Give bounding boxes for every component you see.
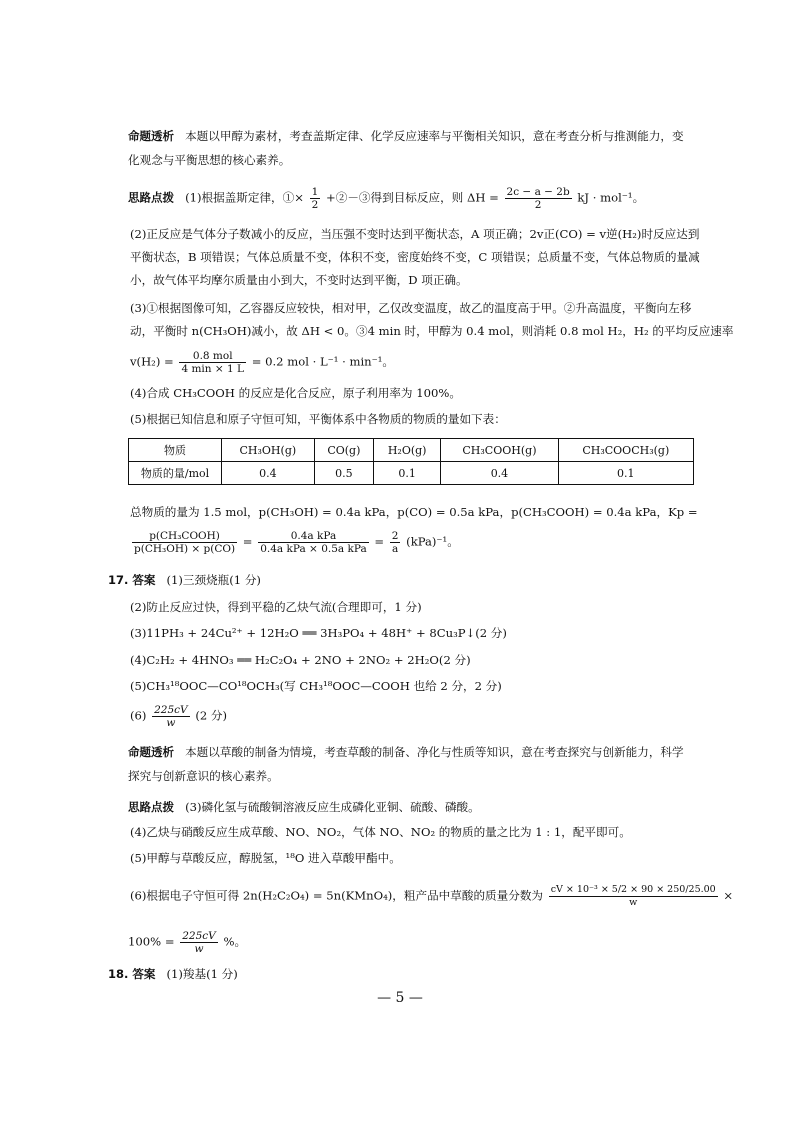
- q17-answer-3: (3)11PH₃ + 24Cu²⁺ + 12H₂O ══ 3H₃PO₄ + 48H⁺ + 8Cu₃P↓(2 分): [130, 626, 507, 640]
- q16-p3-line2: 动，平衡时 n(CH₃OH)减小，故 ΔH < 0。③4 min 时，甲醇为 0.4 mol，则消耗 0.8 mol H₂，H₂ 的平均反应速率: [130, 324, 734, 338]
- q18-answer-label: 18. 答案: [108, 967, 156, 981]
- q17-hint-7-text: 100% =: [128, 934, 175, 949]
- q17-answer-2: (2)防止反应过快，得到平稳的乙炔气流(合理即可，1 分): [130, 600, 422, 614]
- q17-hint-4: (4)乙炔与硝酸反应生成草酸、NO、NO₂，气体 NO、NO₂ 的物质的量之比为 1 : 1，配平即可。: [130, 825, 631, 839]
- q16-p3-line1: (3)①根据图像可知，乙容器反应较快，相对甲，乙仅改变温度，故乙的温度高于甲。②升高温度，平衡向左移: [130, 301, 692, 315]
- q16-analysis-text2: 化观念与平衡思想的核心素养。: [128, 153, 291, 167]
- q16-hint-p1-mid: +②－③得到目标反应，则 ΔH =: [326, 190, 499, 205]
- q18-answer-line: [108, 966, 674, 982]
- q16-p3-rate-label: v(H₂) =: [130, 354, 174, 369]
- q17-answer-4: (4)C₂H₂ + 4HNO₃ ══ H₂C₂O₄ + 2NO + 2NO₂ + 2H₂O(2 分): [130, 653, 471, 667]
- q17-answer-5: (5)CH₃¹⁸OOC—CO¹⁸OCH₃(写 CH₃¹⁸OOC—COOH 也给 2 分，2 分): [130, 679, 502, 693]
- q17-hint-6-text: (6)根据电子守恒可得 2n(H₂C₂O₄) = 5n(KMnO₄)，粗产品中草酸的质量分数为: [130, 888, 544, 903]
- q16-analysis-line1: [128, 128, 694, 144]
- q17-analysis-text2: 探究与创新意识的核心素养。: [128, 769, 279, 783]
- table-cell: 0.5: [314, 462, 373, 485]
- q17-answer-6: [130, 704, 696, 729]
- q17-hint-6: [130, 884, 734, 909]
- q17-analysis-line1: [128, 744, 694, 760]
- q16-fraction-deltaH: $\frac{2c - a - 2b}{2}$: [506, 186, 570, 211]
- q16-fraction-half: $\frac{1}{2}$: [311, 186, 319, 211]
- q16-fraction-rate: $\frac{\text{0.8 mol}}{4 \min \times 1 L}$: [181, 350, 245, 375]
- q16-fraction-kp3: $\frac{2}{a}$: [391, 530, 399, 555]
- q16-p6-tail: (kPa)⁻¹。: [406, 534, 459, 549]
- q16-hint-line1: [128, 186, 694, 211]
- q16-analysis-text1: 本题以甲醇为素材，考查盖斯定律、化学反应速率与平衡相关知识，意在考查分析与推测能力，变: [185, 129, 684, 143]
- q17-hint-7-percent: %。: [223, 934, 247, 949]
- q16-p3-rate-value: = 0.2 mol · L⁻¹ · min⁻¹。: [251, 354, 395, 369]
- q16-fraction-kp1: $\frac{\text{p(CH₃COOH)}}{\text{p(CH₃OH) × p(CO)}}$: [134, 530, 236, 555]
- table-row: [129, 462, 694, 485]
- q17-fraction-result: $\frac{225cV}{w}$: [182, 930, 216, 955]
- table-cell: 0.1: [374, 462, 441, 485]
- q18-answer-1: (1)羧基(1 分): [166, 967, 238, 981]
- q16-analysis-label: 命题透析: [128, 129, 174, 143]
- q17-answer-1: (1)三颈烧瓶(1 分): [166, 573, 261, 587]
- q17-fraction-answer: $\frac{225cV}{w}$: [154, 704, 188, 729]
- q16-p2-line3: 小，故气体平均摩尔质量由小到大，不变时达到平衡，D 项正确。: [130, 273, 468, 287]
- q17-analysis-label: 命题透析: [128, 745, 174, 759]
- table-header-cell: CO(g): [314, 439, 373, 462]
- table-cell: 物质的量/mol: [129, 462, 222, 485]
- q17-answer-label: 17. 答案: [108, 573, 156, 587]
- q16-p2-line2: 平衡状态，B 项错误；气体总质量不变，体积不变，密度始终不变，C 项错误；总质量不变，气体总物质的量减: [130, 250, 700, 264]
- q17-hint-3: (3)磷化氢与硫酸铜溶液反应生成磷化亚铜、硫酸、磷酸。: [185, 800, 480, 814]
- q16-p3-line3: [130, 350, 696, 375]
- q17-analysis-text1: 本题以草酸的制备为情境，考查草酸的制备、净化与性质等知识，意在考查探究与创新能力，科学: [185, 745, 684, 759]
- equilibrium-table: [128, 438, 694, 485]
- q17-hint-7: [128, 930, 694, 955]
- q17-hint-5: (5)甲醇与草酸反应，醇脱氢，¹⁸O 进入草酸甲酯中。: [130, 851, 401, 865]
- table-header-cell: CH₃COOH(g): [441, 439, 558, 462]
- q17-hint-label: 思路点拨: [128, 800, 174, 814]
- q17-hint-6-times: ×: [723, 888, 734, 903]
- table-header-cell: 物质: [129, 439, 222, 462]
- table-cell: 0.4: [222, 462, 315, 485]
- q16-p4: (4)合成 CH₃COOH 的反应是化合反应，原子利用率为 100%。: [130, 386, 461, 400]
- page-number: — 5 —: [377, 990, 423, 1006]
- q16-hint-p1-unit: kJ · mol⁻¹。: [577, 190, 645, 205]
- q17-answer-6-label: (6): [130, 708, 147, 723]
- q16-p5: (5)根据已知信息和原子守恒可知，平衡体系中各物质的物质的量如下表：: [130, 412, 506, 426]
- q17-fraction-mass: $\frac{\text{cV × 10⁻³ × 5/2 × 90 × 250/25.00}}{w}$: [550, 884, 716, 908]
- q16-hint-label: 思路点拨: [128, 190, 174, 205]
- q17-answer-line: [108, 572, 674, 588]
- q16-fraction-kp2: $\frac{\text{0.4a kPa}}{\text{0.4a kPa × 0.5a kPa}}$: [260, 530, 367, 555]
- table-header-cell: CH₃COOCH₃(g): [558, 439, 693, 462]
- q16-p2-line1: (2)正反应是气体分子数减小的反应，当压强不变时达到平衡状态，A 项正确；2v正(CO) = v逆(H₂)时反应达到: [130, 227, 700, 241]
- q17-answer-6-score: (2 分): [195, 708, 228, 723]
- q16-p6-line2: $\frac{\text{p(CH₃COOH)}}{\text{p(CH₃OH) × p(CO)}}$ = $\frac{\text{0.4a kPa}}{\text{0.4a kPa × 0.5a kPa}}$ = $\frac{2}{a}$ (kPa)⁻¹。: [134, 530, 459, 555]
- q16-hint-p1-text: (1)根据盖斯定律，①×: [185, 190, 304, 205]
- table-row: [129, 439, 694, 462]
- table-cell: 0.1: [558, 462, 693, 485]
- q16-p6-line1: 总物质的量为 1.5 mol，p(CH₃OH) = 0.4a kPa，p(CO) = 0.5a kPa，p(CH₃COOH) = 0.4a kPa，Kp =: [130, 505, 698, 519]
- table-header-cell: H₂O(g): [374, 439, 441, 462]
- table-header-cell: CH₃OH(g): [222, 439, 315, 462]
- table-cell: 0.4: [441, 462, 558, 485]
- q17-hint-line1: [128, 799, 694, 815]
